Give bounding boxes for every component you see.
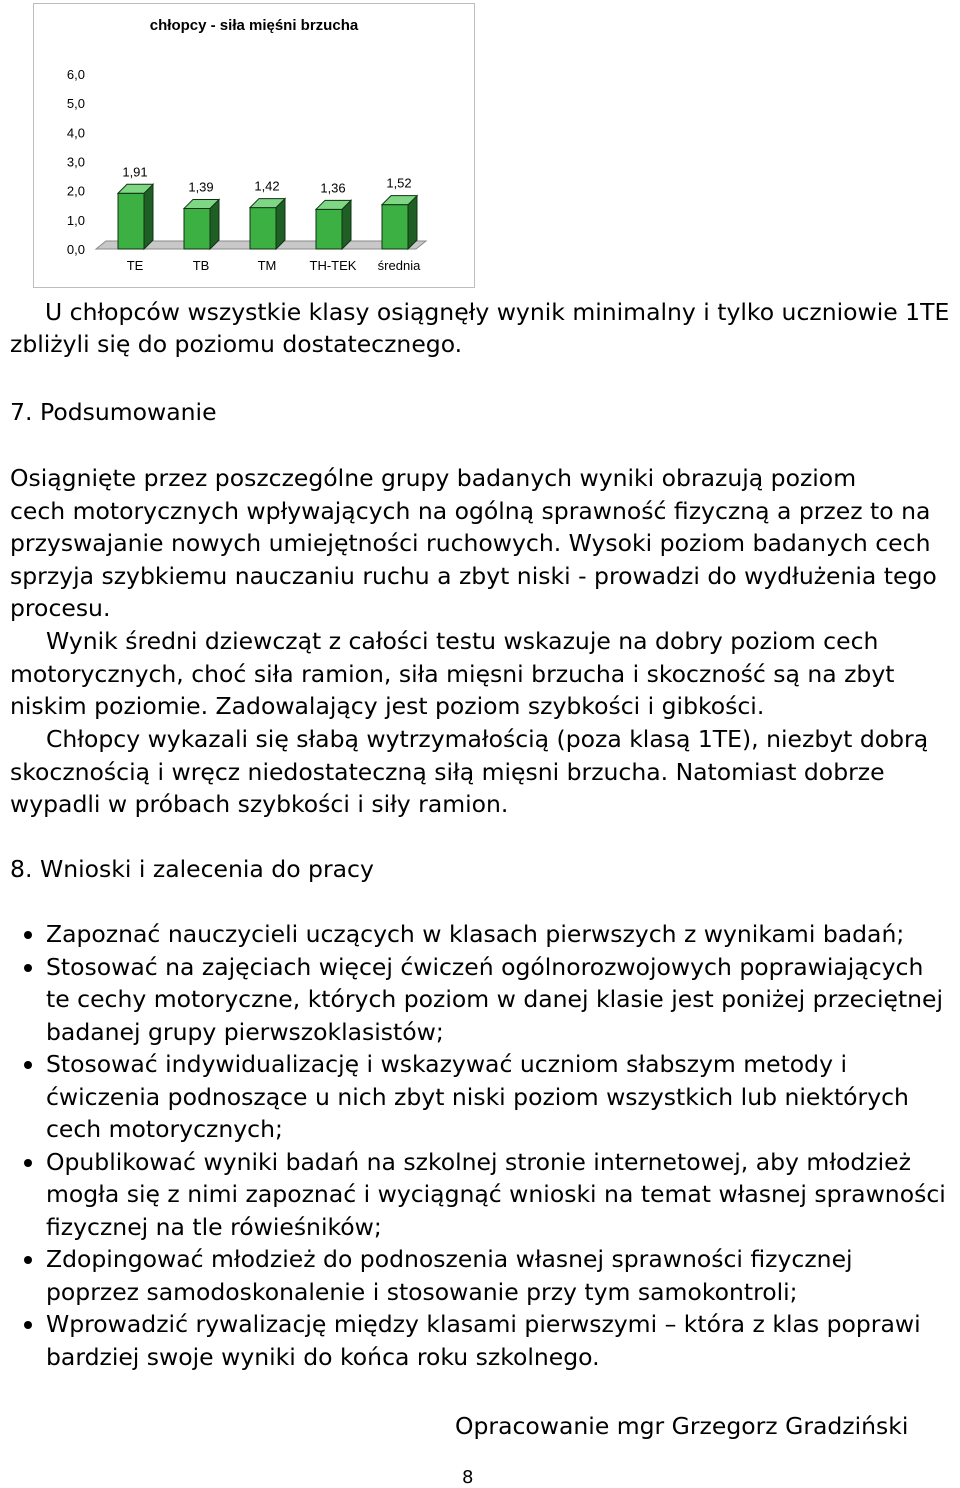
y-tick-label: 2,0 [66, 183, 85, 199]
list-item [10, 918, 958, 951]
text-line: te cechy motoryczne, których poziom w danej klasie jest poniżej przeciętnej [46, 985, 944, 1013]
data-label: 1,36 [320, 180, 346, 196]
list-item [10, 1243, 958, 1308]
text-line: Opublikować wyniki badań na szkolnej stronie internetowej, aby młodzież [46, 1147, 911, 1176]
bar [118, 193, 144, 249]
bullet-icon [24, 1061, 32, 1069]
text-line: Wynik średni dziewcząt z całości testu wskazuje na dobry poziom cech [46, 627, 879, 655]
y-tick-label: 6,0 [66, 67, 85, 82]
y-axis [67, 67, 85, 257]
bullet-icon [24, 1256, 32, 1264]
text-line: poprzez samodoskonalenie i stosowanie przy tym samokontroli; [46, 1277, 798, 1306]
x-tick-label: TE [126, 258, 144, 273]
bar-chart [33, 3, 475, 288]
chart-caption-line-1: U chłopców wszystkie klasy osiągnęły wynik minimalny i tylko uczniowie 1TE [45, 298, 950, 326]
section-8-title: Wnioski i zalecenia do pracy [40, 855, 374, 883]
y-tick-label: 5,0 [66, 96, 85, 112]
text-line: Stosować indywidualizację i wskazywać uczniom słabszym metody i [46, 1050, 847, 1078]
section-7-title: Podsumowanie [40, 398, 217, 426]
text-line: motorycznych, choć siła ramion, siła mięsni brzucha i skoczność są na zbyt [10, 659, 895, 688]
text-line: Wprowadzić rywalizację między klasami pierwszymi – która z klas poprawi [46, 1310, 921, 1338]
text-line: niskim poziomie. Zadowalający jest poziom szybkości i gibkości. [10, 692, 765, 720]
list-item [10, 1308, 958, 1373]
bullet-icon [24, 1159, 32, 1167]
text-line: Zapoznać nauczycieli uczących w klasach pierwszych z wynikami badań; [46, 920, 905, 948]
text-line: Zdopingować młodzież do podnoszenia własnej sprawności fizycznej [46, 1245, 853, 1273]
y-tick-label: 3,0 [66, 154, 85, 170]
bar [250, 208, 276, 249]
author-signature: Opracowanie mgr Grzegorz Gradziński [455, 1412, 909, 1440]
text-line: bardziej swoje wyniki do końca roku szkolnego. [46, 1342, 600, 1371]
data-label: 1,39 [188, 179, 214, 195]
y-tick-label: 0,0 [66, 242, 85, 257]
bar [316, 209, 342, 249]
bullet-icon [24, 964, 32, 972]
x-tick-label: TH-TEK [309, 258, 357, 273]
y-tick-label: 1,0 [66, 212, 85, 228]
data-label: 1,42 [254, 178, 280, 194]
data-label: 1,52 [386, 175, 412, 191]
summary-paragraph-2 [10, 625, 958, 723]
text-line: badanej grupy pierwszoklasistów; [46, 1017, 444, 1046]
text-line: wypadli w próbach szybkości i siły ramion. [10, 790, 509, 818]
text-line: Osiągnięte przez poszczególne grupy badanych wyniki obrazują poziom [10, 464, 857, 492]
list-item [10, 1146, 958, 1244]
text-line: mogła się z nimi zapoznać i wyciągnąć wnioski na temat własnej sprawności [46, 1180, 946, 1208]
page-number: 8 [462, 1467, 474, 1488]
data-label: 1,91 [122, 164, 148, 180]
plot-area [96, 164, 426, 249]
chart-canvas [34, 4, 474, 287]
text-line: ćwiczenia podnoszące u nich zbyt niski poziom wszystkich lub niektórych [46, 1082, 909, 1111]
bar [184, 208, 210, 249]
summary-paragraph-1 [10, 462, 958, 625]
section-7-number: 7. [10, 398, 33, 426]
bar [382, 205, 408, 249]
bullet-icon [24, 1321, 32, 1329]
text-line: sprzyja szybkiemu nauczaniu ruchu a zbyt niski - prowadzi do wydłużenia tego [10, 561, 937, 590]
x-tick-label: TM [257, 258, 277, 273]
text-line: przyswajanie nowych umiejętności ruchowych. Wysoki poziom badanych cech [10, 529, 931, 557]
list-item [10, 951, 958, 1049]
list-item [10, 1048, 958, 1146]
bullet-icon [24, 931, 32, 939]
text-line: Chłopcy wykazali się słabą wytrzymałością (poza klasą 1TE), niezbyt dobrą [46, 725, 929, 753]
bar-side [144, 184, 153, 249]
text-line: Stosować na zajęciach więcej ćwiczeń ogólnorozwojowych poprawiających [46, 952, 924, 981]
text-line: procesu. [10, 594, 111, 622]
text-line: cech motorycznych wpływających na ogólną sprawność fizyczną a przez to na [10, 496, 931, 525]
recommendations-list [10, 918, 958, 1373]
summary-paragraph-3 [10, 723, 958, 821]
y-tick-label: 4,0 [66, 125, 85, 141]
text-line: cech motorycznych; [46, 1115, 283, 1143]
text-line: fizycznej na tle rówieśników; [46, 1212, 382, 1241]
x-tick-label: średnia [377, 258, 421, 273]
chart-title: chłopcy - siła mięśni brzucha [149, 17, 359, 34]
section-8-number: 8. [10, 855, 33, 883]
x-axis [127, 258, 421, 273]
x-tick-label: TB [192, 258, 210, 273]
text-line: skocznością i wręcz niedostateczną siłą mięsni brzucha. Natomiast dobrze [10, 757, 885, 786]
chart-caption-line-2: zbliżyli się do poziomu dostatecznego. [10, 330, 463, 358]
